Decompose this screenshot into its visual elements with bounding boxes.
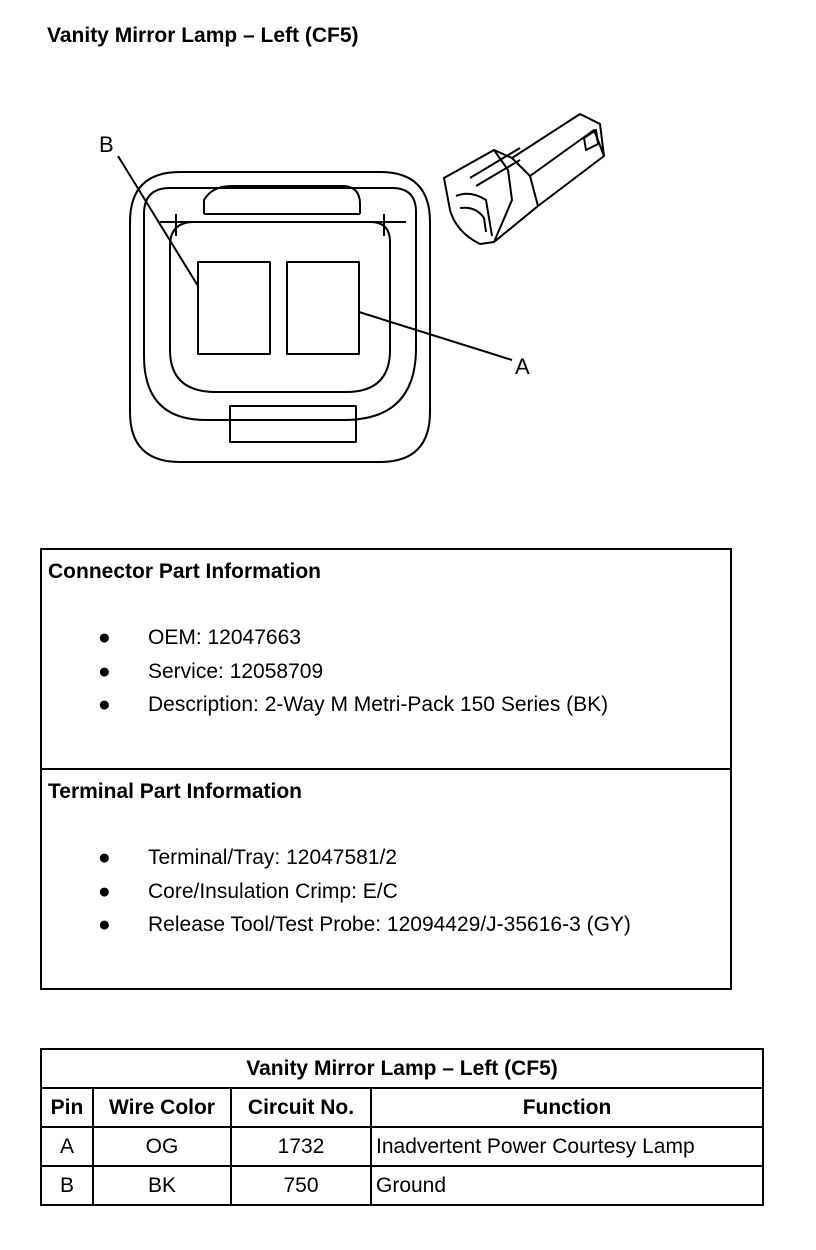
label-a: A <box>515 354 530 379</box>
connector-info-heading: Connector Part Information <box>48 560 322 583</box>
connector-perspective-icon <box>444 114 604 244</box>
table-header-row <box>41 1088 763 1127</box>
page-title: Vanity Mirror Lamp – Left (CF5) <box>47 24 359 47</box>
cavity-b <box>198 262 270 354</box>
table-cell: 1732 <box>231 1127 371 1166</box>
column-header: Function <box>371 1088 763 1127</box>
connector-part-info-box: Connector Part Information ● OEM: 12047663 ● Service: 12058709 ● Description: 2-Way M Metri-Pack 150 Series (BK) <box>40 548 732 770</box>
table-caption: Vanity Mirror Lamp – Left (CF5) <box>41 1049 763 1088</box>
column-header: Wire Color <box>93 1088 231 1127</box>
pin-table <box>40 1048 764 1206</box>
table-cell: B <box>41 1166 93 1205</box>
label-b: B <box>99 132 114 157</box>
column-header: Pin <box>41 1088 93 1127</box>
leader-line-a <box>359 312 512 360</box>
bottom-key <box>230 406 356 442</box>
connector-latch <box>204 186 360 214</box>
table-caption-row <box>41 1049 763 1088</box>
column-header: Circuit No. <box>231 1088 371 1127</box>
table-cell: 750 <box>231 1166 371 1205</box>
table-cell: Inadvertent Power Courtesy Lamp <box>371 1127 763 1166</box>
connector-diagram <box>0 0 816 520</box>
table-row <box>41 1127 763 1166</box>
table-row <box>41 1166 763 1205</box>
table-cell: OG <box>93 1127 231 1166</box>
table-cell: BK <box>93 1166 231 1205</box>
terminal-info-heading: Terminal Part Information <box>48 780 302 803</box>
table-cell: A <box>41 1127 93 1166</box>
cavity-a <box>287 262 359 354</box>
terminal-part-info-box: Terminal Part Information ● Terminal/Tray: 12047581/2 ● Core/Insulation Crimp: E/C ● Release Tool/Test Probe: 12094429/J-35616-3 (GY) <box>40 768 732 990</box>
cavity-block <box>170 222 390 392</box>
table-cell: Ground <box>371 1166 763 1205</box>
